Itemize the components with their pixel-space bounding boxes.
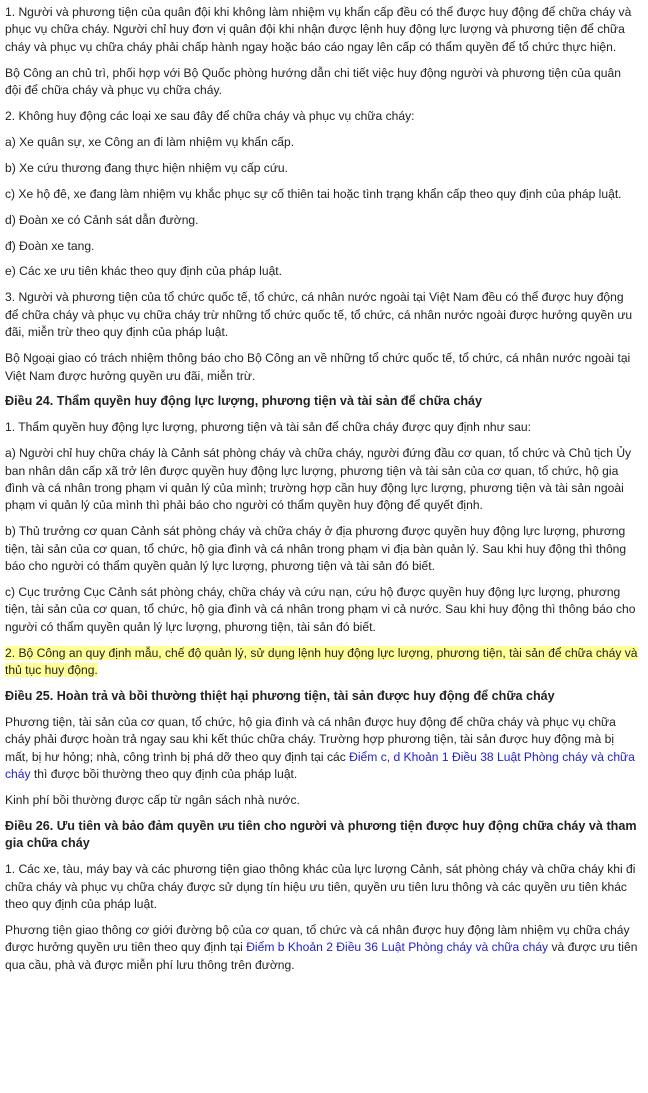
paragraph: 1. Thẩm quyền huy động lực lượng, phương tiện và tài sản để chữa cháy được quy định như sau: — [5, 420, 531, 435]
text: thì được bồi thường theo quy định của pháp luật. — [30, 767, 298, 782]
text: Phương tiện, tài sản của cơ quan, tổ chức, hộ gia đình và cá nhân được huy động để chữa cháy và phục vụ chữa cháy phải được hoàn trả ngay sau khi kết thúc chữa cháy. Trường hợp phương tiện, tài sản được huy động mà bị mất, bị hư hỏng; nhà, công trình bị phá dỡ theo quy định tại các — [5, 715, 616, 764]
paragraph — [5, 922, 640, 974]
list-item: e) Các xe ưu tiên khác theo quy định của pháp luật. — [5, 264, 283, 279]
paragraph — [5, 714, 640, 784]
paragraph: Bộ Ngoại giao có trách nhiệm thông báo cho Bộ Công an về những tổ chức quốc tế, tổ chức, cá nhân nước ngoài tại Việt Nam được hưởng quyền ưu đãi, miễn trừ. — [5, 351, 631, 383]
highlighted-paragraph — [5, 645, 640, 680]
article-24-heading: Điều 24. Thẩm quyền huy động lực lượng, phương tiện và tài sản để chữa cháy — [5, 394, 483, 409]
list-item: a) Xe quân sự, xe Công an đi làm nhiệm vụ khẩn cấp. — [5, 134, 295, 149]
list-item: c) Xe hộ đê, xe đang làm nhiệm vụ khắc phục sự cố thiên tai hoặc tình trạng khẩn cấp theo quy định của pháp luật. — [5, 186, 622, 201]
paragraph: 2. Không huy động các loại xe sau đây để chữa cháy và phục vụ chữa cháy: — [5, 109, 415, 124]
paragraph: Kinh phí bồi thường được cấp từ ngân sách nhà nước. — [5, 793, 300, 808]
paragraph: Bộ Công an chủ trì, phối hợp với Bộ Quốc phòng hướng dẫn chi tiết việc huy động người và phương tiện của quân đội để chữa cháy và phục vụ chữa cháy. — [5, 65, 621, 98]
list-item: c) Cục trưởng Cục Cảnh sát phòng cháy, chữa cháy và cứu nạn, cứu hộ được quyền huy động lực lượng, phương tiện, tài sản của cơ quan, tổ chức, hộ gia đình và cá nhân trong phạm vi cả nước. Sau khi huy động thì thông báo cho người có thẩm quyền quản lý lực lượng, phương tiện, tài sản đó biết. — [5, 585, 636, 634]
list-item: b) Thủ trưởng cơ quan Cảnh sát phòng cháy và chữa cháy ở địa phương được quyền huy động lực lượng, phương tiện, tài sản của cơ quan, tổ chức, hộ gia đình và cá nhân trong phạm vi địa bàn quản lý. Sau khi huy động thì thông báo cho người có thẩm quyền quản lý lực lượng, phương tiện và tài sản đó biết. — [5, 524, 627, 574]
law-reference-link[interactable]: Điểm b Khoản 2 Điều 36 Luật Phòng cháy và chữa cháy — [246, 940, 549, 955]
list-item: b) Xe cứu thương đang thực hiện nhiệm vụ cấp cứu. — [5, 160, 289, 175]
paragraph: 3. Người và phương tiện của tổ chức quốc tế, tổ chức, cá nhân nước ngoài tại Việt Nam đều có thể được huy động để chữa cháy và phục vụ chữa cháy trừ những tổ chức quốc tế, tổ chức, cá nhân nước ngoài được hưởng quyền ưu đãi, miễn trừ theo quy định của pháp luật. — [5, 290, 633, 340]
list-item: d) Đoàn xe có Cảnh sát dẫn đường. — [5, 212, 199, 227]
article-25-heading: Điều 25. Hoàn trả và bồi thường thiệt hại phương tiện, tài sản được huy động để chữa cháy — [5, 689, 555, 704]
text: và được ưu tiên qua cầu, phà và được miễn phí lưu thông trên đường. — [5, 940, 638, 972]
list-item: a) Người chỉ huy chữa cháy là Cảnh sát phòng cháy và chữa cháy, người đứng đầu cơ quan, tổ chức và Chủ tịch Ủy ban nhân dân cấp xã trở lên được quyền huy động lực lượng, phương tiện và tài sản của cơ quan, tổ chức, hộ gia đình và cá nhân trong phạm vi quản lý của mình; trường hợp cần huy động lực lượng, phương tiện và tài sản ngoài phạm vi quản lý của mình thì phải báo cho người có thẩm quyền huy động để quyết định. — [5, 446, 632, 513]
paragraph: 1. Người và phương tiện của quân đội khi không làm nhiệm vụ khẩn cấp đều có thể được huy động để chữa cháy và phục vụ chữa cháy. Người chỉ huy đơn vị quân đội khi nhận được lệnh huy động lực lượng và phương tiện để chữa cháy và phục vụ chữa cháy phải chấp hành ngay hoặc báo cáo ngay lên cấp có thẩm quyền để tổ chức thực hiện. — [5, 5, 632, 54]
list-item: đ) Đoàn xe tang. — [5, 238, 95, 253]
highlight: 2. Bộ Công an quy định mẫu, chế độ quản lý, sử dụng lệnh huy động lực lượng, phương tiện, tài sản để chữa cháy và thủ tục huy động. — [5, 645, 638, 678]
law-reference-link[interactable]: Điểm c, d Khoản 1 Điều 38 Luật Phòng cháy và chữa cháy — [5, 749, 635, 782]
article-26-heading: Điều 26. Ưu tiên và bảo đảm quyền ưu tiên cho người và phương tiện được huy động chữa cháy và tham gia chữa cháy — [5, 819, 637, 851]
text: Phương tiện giao thông cơ giới đường bộ của cơ quan, tổ chức và cá nhân được huy động làm nhiệm vụ chữa cháy được hưởng quyền ưu tiên theo quy định tại — [5, 923, 630, 955]
paragraph: 1. Các xe, tàu, máy bay và các phương tiện giao thông khác của lực lượng Cảnh, sát phòng cháy và chữa cháy khi đi chữa cháy và phục vụ chữa cháy được sử dụng tín hiệu ưu tiên, quyền ưu tiên lưu thông và các quyền ưu tiên khác theo quy định của pháp luật. — [5, 862, 636, 912]
